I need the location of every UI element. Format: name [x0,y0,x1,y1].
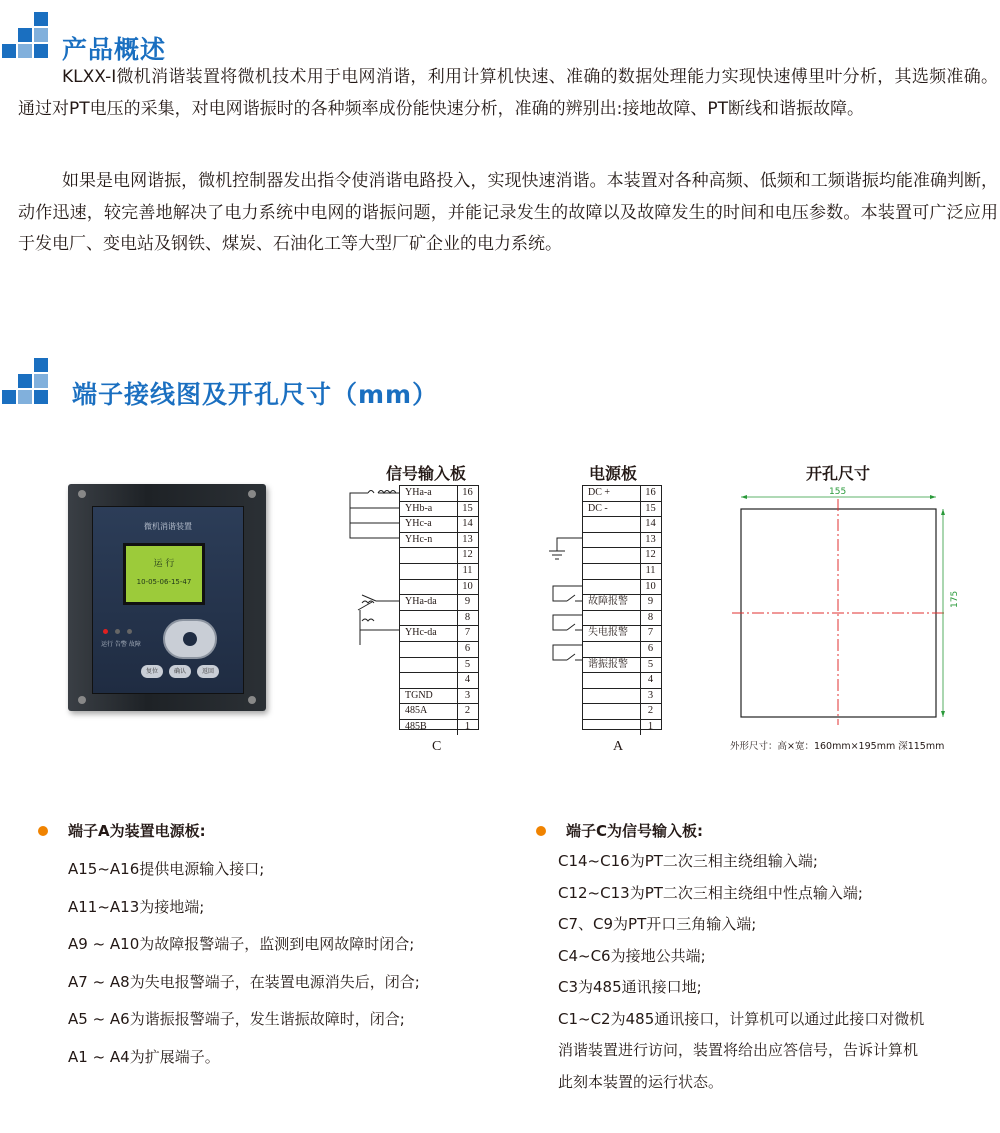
terminal-label: DC - [583,502,641,517]
signal-board-label: C [432,739,442,754]
terminal-number: 3 [647,689,654,701]
terminal-label [400,548,458,563]
terminal-row [583,626,661,642]
terminal-row [583,689,661,705]
power-board-label: A [613,739,624,754]
button-confirm[interactable]: 确认 [169,665,191,678]
terminal-number: 4 [647,674,654,686]
terminal-label: TGND [400,689,458,704]
terminal-number: 11 [645,564,656,576]
terminal-label: 485A [400,704,458,719]
navigation-pad-icon[interactable] [163,619,217,659]
terminal-c-heading: 端子C为信号输入板: [566,822,704,840]
terminal-row [400,611,478,627]
terminal-row [400,486,478,502]
terminal-row [583,595,661,611]
led-gray-icon [127,629,132,634]
button-return[interactable]: 返回 [197,665,219,678]
terminal-row [583,564,661,580]
terminal-label: 失电报警 [583,626,641,641]
terminal-row [583,658,661,674]
terminal-label: 谐振报警 [583,658,641,673]
terminal-number: 14 [645,518,656,530]
terminal-row [583,611,661,627]
section-title-wiring: 端子接线图及开孔尺寸（mm） [72,380,439,409]
terminal-label: YHc-a [400,517,458,532]
terminal-number: 5 [647,658,654,670]
terminal-row [400,580,478,596]
list-item: A5 ~ A6为谐振报警端子，发生谐振故障时，闭合; [68,1010,405,1028]
terminal-number: 8 [464,611,471,623]
terminal-number: 3 [464,689,471,701]
cutout-caption: 外形尺寸：高×宽：160mm×195mm 深115mm [730,741,945,752]
list-item: C12~C13为PT二次三相主绕组中性点输入端; [558,883,863,902]
terminal-row [583,720,661,735]
terminal-number: 12 [645,549,656,561]
terminal-label [583,548,641,563]
section-title-overview: 产品概述 [62,35,167,64]
list-item: C1~C2为485通讯接口，计算机可以通过此接口对微机 [558,1009,925,1028]
terminal-label: 485B [400,720,458,735]
terminal-label [400,580,458,595]
cutout-width-label: 155 [829,487,847,497]
terminal-row [583,517,661,533]
list-item: A9 ~ A10为故障报警端子，监测到电网故障时闭合; [68,935,415,953]
list-item: A7 ~ A8为失电报警端子，在装置电源消失后，闭合; [68,972,420,991]
terminal-number: 7 [464,627,471,639]
signal-board-wiring [340,485,402,685]
terminal-number: 16 [462,487,473,498]
terminal-row [583,502,661,518]
led-gray-icon [115,629,120,634]
terminal-number: 6 [464,642,471,654]
terminal-row [583,486,661,502]
terminal-row [400,689,478,705]
terminal-label [583,689,641,704]
terminal-number: 13 [645,533,656,545]
list-item: C4~C6为接地公共端; [558,946,706,965]
terminal-number: 15 [645,502,656,514]
terminal-number: 9 [647,596,654,608]
terminal-label: YHc-da [400,626,458,641]
list-item: A15~A16提供电源输入接口; [68,860,265,878]
terminal-row [400,642,478,658]
overview-paragraph-2: 如果是电网谐振，微机控制器发出指令使消谐电路投入，实现快速消谐。本装置对各种高频、低频和工频谐振均能准确判断，动作迅速，较完善地解决了电力系统中电网的谐振问题，并能记录发生的故障以及故障发生的时间和电压参数。本装置可广泛应用于发电厂、变电站及钢铁、煤炭、石油化工等大型厂矿企业的电力系统。 [18,171,998,254]
terminal-label [583,673,641,688]
terminal-row [400,548,478,564]
terminal-number: 7 [647,627,654,639]
terminal-number: 1 [464,720,471,732]
terminal-number: 2 [464,705,471,717]
power-board-title: 电源板 [589,464,638,483]
bullet-icon [536,826,546,836]
device-lcd: 运 行 10-05-06-15-47 [123,543,205,605]
terminal-row [583,642,661,658]
terminal-label: YHa-da [400,595,458,610]
terminal-label: DC + [583,486,641,501]
terminal-number: 11 [462,564,473,576]
terminal-number: 13 [462,533,473,545]
bullet-icon [38,826,48,836]
list-item: A11~A13为接地端; [68,897,205,916]
terminal-number: 2 [647,705,654,717]
terminal-row [400,720,478,735]
terminal-number: 8 [647,611,654,623]
terminal-row [400,704,478,720]
terminal-row [583,548,661,564]
terminal-number: 1 [647,720,654,732]
terminal-label [400,658,458,673]
cutout-drawing [732,485,962,725]
terminal-number: 10 [462,580,473,592]
led-red-icon [103,629,108,634]
terminal-label [583,720,641,735]
terminal-label: 故障报警 [583,595,641,610]
terminal-label [583,704,641,719]
terminal-row [400,533,478,549]
terminal-number: 14 [462,518,473,530]
cutout-height-label: 175 [950,590,960,608]
button-reset[interactable]: 复位 [141,665,163,678]
terminal-row [583,673,661,689]
power-board-table [582,485,662,730]
list-item: 此刻本装置的运行状态。 [558,1072,724,1091]
terminal-number: 6 [647,642,654,654]
terminal-label: YHa-a [400,486,458,501]
list-item: C3为485通讯接口地; [558,978,702,996]
terminal-row [400,626,478,642]
terminal-number: 16 [645,487,656,498]
terminal-label [400,673,458,688]
power-board-wiring [545,485,585,685]
terminal-row [583,580,661,596]
terminal-label [583,642,641,657]
terminal-label [583,533,641,548]
terminal-label [583,564,641,579]
terminal-row [400,673,478,689]
terminal-number: 15 [462,502,473,514]
list-item: C7、C9为PT开口三角输入端; [558,915,757,933]
terminal-label [400,642,458,657]
terminal-row [400,595,478,611]
terminal-label: YHb-a [400,502,458,517]
terminal-label: YHc-n [400,533,458,548]
terminal-label [583,611,641,626]
device-image [68,484,266,711]
overview-paragraph-1: KLXX-I微机消谐装置将微机技术用于电网消谐，利用计算机快速、准确的数据处理能力实现快速傅里叶分析，其选频准确。通过对PT电压的采集，对电网谐振时的各种频率成份能快速分析，准确的辨别出:接地故障、PT断线和谐振故障。 [18,67,998,119]
terminal-row [583,704,661,720]
terminal-number: 5 [464,658,471,670]
device-label: 微机消谐装置 [144,522,192,531]
list-item: A1 ~ A4为扩展端子。 [68,1047,220,1066]
terminal-number: 4 [464,674,471,686]
cutout-title: 开孔尺寸 [806,464,871,483]
terminal-row [583,533,661,549]
terminal-label [583,580,641,595]
signal-board-table [399,485,479,730]
terminal-number: 10 [645,580,656,592]
list-item: C14~C16为PT二次三相主绕组输入端; [558,852,818,870]
terminal-label [400,611,458,626]
led-labels: 运行 告警 故障 [101,641,141,648]
terminal-row [400,502,478,518]
terminal-number: 9 [464,596,471,608]
terminal-row [400,658,478,674]
list-item: 消谐装置进行访问，装置将给出应答信号，告诉计算机 [558,1041,919,1059]
terminal-a-heading: 端子A为装置电源板: [68,822,206,840]
terminal-row [400,564,478,580]
terminal-row [400,517,478,533]
terminal-label [400,564,458,579]
signal-board-title: 信号输入板 [386,464,467,483]
terminal-number: 12 [462,549,473,561]
terminal-label [583,517,641,532]
